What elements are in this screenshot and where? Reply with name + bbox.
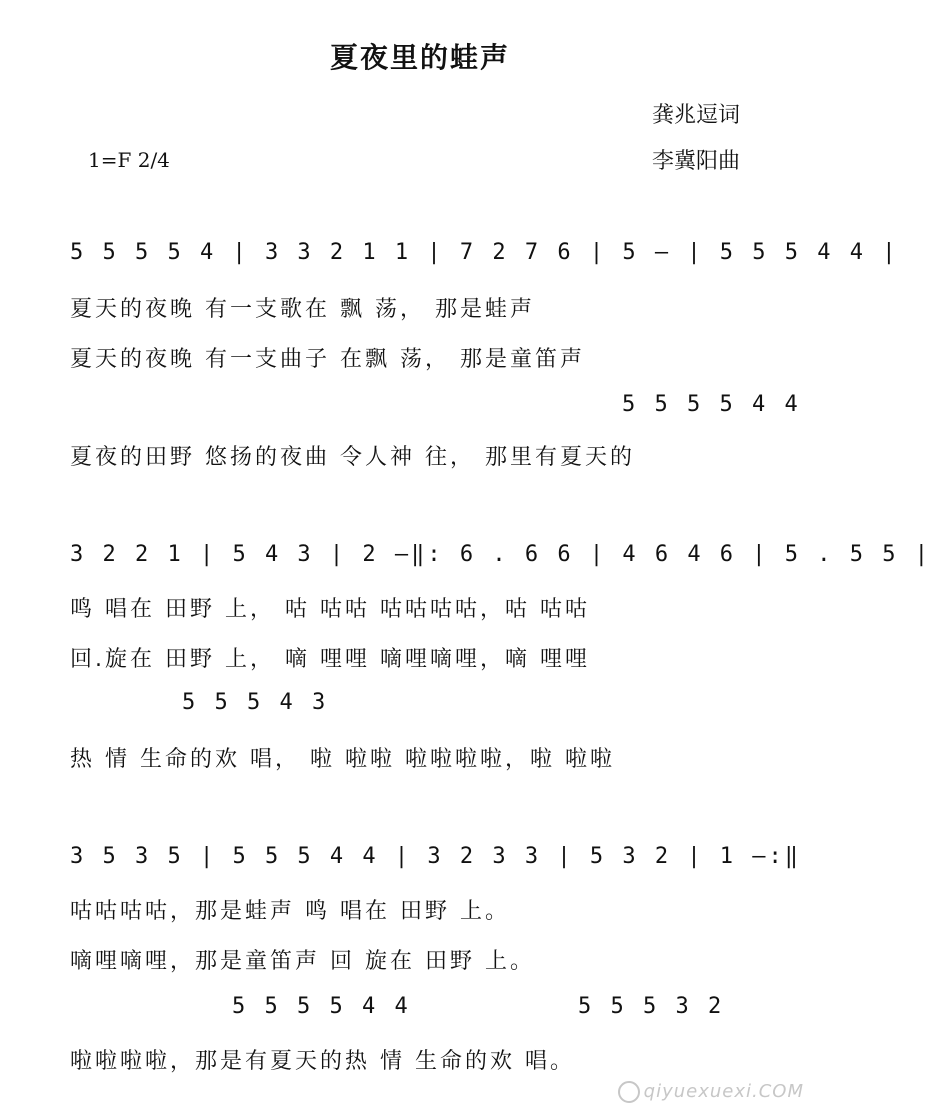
notation-row: 3 5 3 5 | 5 5 5 4 4 | 3 2 3 3 | 5 3 2 | 1 —:‖ bbox=[70, 844, 802, 869]
lyric-row: 嘀哩嘀哩，那是童笛声 回 旋在 田野 上。 bbox=[70, 949, 535, 974]
lyric-row: 咕咕咕咕，那是蛙声 鸣 唱在 田野 上。 bbox=[70, 899, 510, 924]
notation-row: 5 5 5 5 4 | 3 3 2 1 1 | 7 2 7 6 | 5 — | 5 5 5 4 4 | bbox=[70, 240, 899, 265]
notation-row: 5 5 5 5 4 4 bbox=[622, 392, 801, 417]
lyric-row: 夏夜的田野 悠扬的夜曲 令人神 往， 那里有夏天的 bbox=[70, 445, 635, 470]
lyric-row: 夏天的夜晚 有一支歌在 飘 荡， 那是蛙声 bbox=[70, 297, 535, 322]
lyric-row: 热 情 生命的欢 唱， 啦 啦啦 啦啦啦啦，啦 啦啦 bbox=[70, 747, 615, 772]
notation-row: 3 2 2 1 | 5 4 3 | 2 —‖: 6 . 6 6 | 4 6 4 6 | 5 . 5 5 | bbox=[70, 542, 931, 567]
lyricist-credit: 龚兆逗词 bbox=[652, 103, 741, 128]
song-title: 夏夜里的蛙声 bbox=[329, 41, 510, 74]
lyric-row: 夏天的夜晚 有一支曲子 在飘 荡， 那是童笛声 bbox=[70, 347, 585, 372]
watermark-text: qiyuexuexi.COM bbox=[643, 1081, 804, 1102]
lyric-row: 鸣 唱在 田野 上， 咕 咕咕 咕咕咕咕，咕 咕咕 bbox=[70, 597, 590, 622]
logo-icon bbox=[618, 1081, 640, 1103]
key-signature: 1=F 2/4 bbox=[88, 148, 170, 172]
lyric-row: 回.旋在 田野 上， 嘀 哩哩 嘀哩嘀哩，嘀 哩哩 bbox=[70, 647, 590, 672]
site-watermark bbox=[618, 1081, 804, 1103]
lyric-row: 啦啦啦啦，那是有夏天的热 情 生命的欢 唱。 bbox=[70, 1049, 575, 1074]
composer-credit: 李冀阳曲 bbox=[652, 149, 741, 174]
notation-row: 5 5 5 5 4 4 bbox=[232, 994, 411, 1019]
notation-row: 5 5 5 3 2 bbox=[578, 994, 725, 1019]
notation-row: 5 5 5 4 3 bbox=[182, 690, 329, 715]
